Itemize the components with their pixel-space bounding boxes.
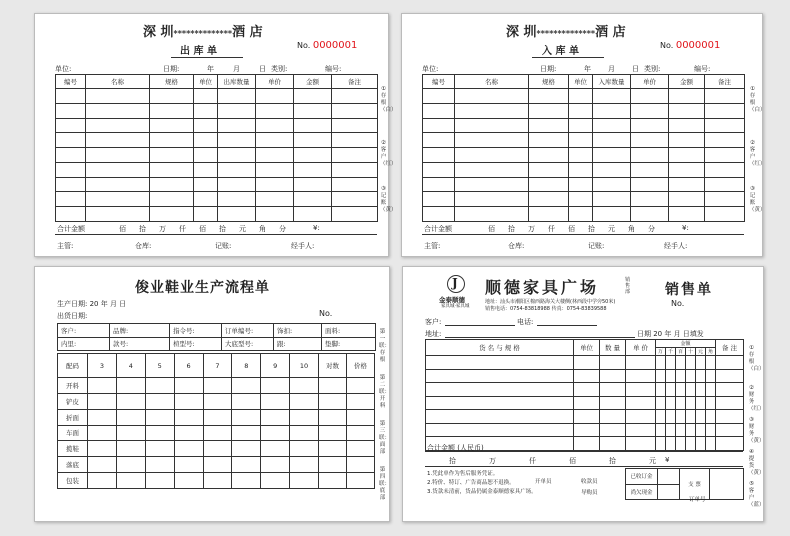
table-row: [423, 118, 745, 133]
copy-note: 第三联：面部: [379, 421, 391, 455]
table-row: [423, 207, 745, 222]
copy-note: ③财务（黄）: [748, 417, 765, 444]
copy-note: ③记账（黄）: [380, 186, 397, 213]
table-header-row: 编号 名称 规格 单位 出库数量 单价 金额 备注: [56, 75, 378, 89]
unit-label: 单位:: [55, 65, 72, 73]
note-line: 3.货款未清前，货品仍属金泰顺德家具广场。: [427, 489, 537, 495]
issue-date: 日期 20 年 月 日填发: [637, 330, 704, 338]
table-row: 铲皮: [58, 393, 375, 409]
order-number-label: 订单号: [689, 497, 706, 503]
form-title: 深 圳**************酒 店: [143, 25, 263, 40]
bookkeeping-label: 记账:: [588, 242, 605, 250]
phone-label: 电话:: [517, 318, 534, 326]
store-name: 顺德家具广场: [485, 278, 600, 297]
table-row: [56, 148, 378, 163]
bookkeeping-label: 记账:: [215, 242, 232, 250]
guide-label: 导购员: [581, 490, 598, 496]
table-row: [56, 192, 378, 207]
form-title: 销售单: [665, 282, 713, 298]
table-header-row: 配码 3 4 5 6 7 8 9 10 对数 价格: [58, 354, 375, 378]
number-label: 编号:: [694, 65, 711, 73]
table-row: [423, 192, 745, 207]
category-label: 类别:: [644, 65, 661, 73]
size-process-table: [57, 353, 375, 489]
table-row: [56, 133, 378, 148]
number-label: 编号:: [325, 65, 342, 73]
production-date: 生产日期: 20 年 月 日: [57, 300, 127, 308]
serial-number: No. 0000001: [297, 40, 358, 51]
brand-logo-icon: J: [447, 275, 465, 293]
form-subtitle: 入 库 单: [542, 46, 579, 57]
delivery-out-form: 深 圳**************酒 店 出 库 单 No. 0000001 单位: 日期: 年 月 日 类别: 编号: 编号 名称 规格 单位 出库数量 单价 金额 备注 合计金额 佰 拾 万 仟 佰 拾 元 角 分 ¥: 主管: 仓库: 记账: 经手人: ①存根（白） ②客户（红） ③记账（黄）: [34, 13, 389, 257]
supervisor-label: 主管:: [424, 242, 441, 250]
handler-label: 经手人:: [291, 242, 315, 250]
note-line: 1.凭此单作为售后服务凭证。: [427, 471, 499, 477]
table-row: [426, 369, 744, 383]
copy-note: ①存根（白）: [748, 345, 765, 372]
address-label: 地址:: [425, 330, 442, 338]
table-row: [423, 103, 745, 118]
table-row: 揽鞋: [58, 441, 375, 457]
table-row: [423, 148, 745, 163]
cashier-label: 收款员: [581, 479, 598, 485]
table-row: [423, 162, 745, 177]
table-row: [426, 410, 744, 424]
copy-note: 第二联：开料: [379, 375, 391, 409]
copy-note: ⑤客户（蓝）: [748, 481, 765, 508]
serial-number: No.: [319, 309, 333, 318]
table-row: 折面: [58, 409, 375, 425]
table-row: [423, 177, 745, 192]
copy-note: ②财务（红）: [748, 385, 765, 412]
brand-sub: 家具城·家具城: [441, 304, 470, 309]
table-row: [426, 396, 744, 410]
table-row: 包装: [58, 473, 375, 489]
table-row: 落底: [58, 457, 375, 473]
payment-table: 已收订金 支 票 尚欠现金: [625, 468, 744, 500]
items-table: 货 名 与 规 格 单位 数 量 单 价 金额 备 注 万 千 百 十 元 角: [425, 339, 744, 451]
table-row: [423, 133, 745, 148]
form-title: 俊业鞋业生产流程单: [135, 280, 270, 296]
table-header-row: 编号 名称 规格 单位 入库数量 单价 金额 备注: [423, 75, 745, 89]
table-header-row: 货 名 与 规 格 单位 数 量 单 价 金额 备 注: [426, 340, 744, 348]
copy-note: 第四联：底部: [379, 467, 391, 501]
table-row: [426, 383, 744, 397]
copy-note: 第一联：存根: [379, 329, 391, 363]
table-row: [426, 423, 744, 437]
table-row: 开料: [58, 378, 375, 394]
table-row: 车面: [58, 425, 375, 441]
copy-note: ③记账（黄）: [749, 186, 766, 213]
copy-note: ①存根（白）: [749, 86, 766, 113]
copy-note: ②客户（红）: [380, 140, 397, 167]
table-row: [56, 103, 378, 118]
items-table: [55, 74, 378, 222]
form-subtitle: 出 库 单: [180, 46, 217, 57]
note-line: 2.特价、特订、广告商品恕不退换。: [427, 480, 515, 486]
total-label: 合计金额: [57, 225, 85, 233]
unit-label: 单位:: [422, 65, 439, 73]
warehouse-label: 仓库:: [135, 242, 152, 250]
copy-note: ①存根（白）: [380, 86, 397, 113]
date-label: 日期:: [540, 65, 557, 73]
production-flow-form: [34, 266, 390, 522]
serial-number: No.: [671, 299, 685, 308]
items-table: [422, 74, 745, 222]
supervisor-label: 主管:: [57, 242, 74, 250]
copy-note: ②客户（红）: [749, 140, 766, 167]
sales-form: J 金泰顺德 家具城·家具城 顺德家具广场 销售部 销售单 No. 地址：汕头市潮阳区棉西路海关大楼侧(林西段中学旁50米) 销售电话：0754-83818988 传真：0754-83839588 客户: 电话: 地址: 日期 20 年 月 日填发 货 名 与 规 格 单位 数 量 单 价 金额 备 注 万 千 百 十 元 角 合计金额 (人民币) 拾 万 仟 佰 拾 元 ¥ 1.凭此单作为售后服务凭证。 2.特价、特订、广告商品恕不退换。 3.货款未清前，货品仍属金泰顺德家具广场。 开单员 收款员 导购员 已收订金 支 票 尚欠现金 订单号 ①存根（白） ②财务（红） ③财务（黄） ④提货（黄） ⑤客户（蓝）: [402, 266, 764, 522]
total-label: 合计金额: [424, 225, 452, 233]
table-row: [56, 177, 378, 192]
shipping-date: 出货日期:: [57, 312, 88, 320]
copy-note: ④提货（黄）: [748, 449, 765, 476]
category-label: 类别:: [271, 65, 288, 73]
table-row: [426, 356, 744, 370]
store-dept: 销售部: [625, 277, 631, 295]
order-info-table: 客户: 品牌: 指令号: 订单编号: 饰扣: 面料: 内里: 款号: 楦型号: 大底型号: 跟: 垫脚:: [57, 323, 376, 351]
store-address: 地址：汕头市潮阳区棉西路海关大楼侧(林西段中学旁50米): [485, 299, 616, 305]
handler-label: 经手人:: [664, 242, 688, 250]
table-row: [56, 207, 378, 222]
table-row: [56, 89, 378, 104]
table-row: [56, 162, 378, 177]
serial-number: No. 0000001: [660, 40, 721, 51]
brand-name: 金泰顺德: [439, 296, 465, 304]
total-label: 合计金额 (人民币): [427, 444, 484, 452]
table-row: [423, 89, 745, 104]
store-phone: 销售电话：0754-83818988 传真：0754-83839588: [485, 306, 607, 312]
date-label: 日期:: [163, 65, 180, 73]
table-row: [56, 118, 378, 133]
issuer-label: 开单员: [535, 479, 552, 485]
form-title: 深 圳**************酒 店: [506, 25, 626, 40]
warehouse-label: 仓库:: [508, 242, 525, 250]
customer-label: 客户:: [425, 318, 442, 326]
delivery-in-form: 深 圳**************酒 店 入 库 单 No. 0000001 单位: 日期: 年 月 日 类别: 编号: 编号 名称 规格 单位 入库数量 单价 金额 备注 合计金额 佰 拾 万 仟 佰 拾 元 角 分 ¥: 主管: 仓库: 记账: 经手人: ①存根（白） ②客户（红） ③记账（黄）: [401, 13, 763, 257]
